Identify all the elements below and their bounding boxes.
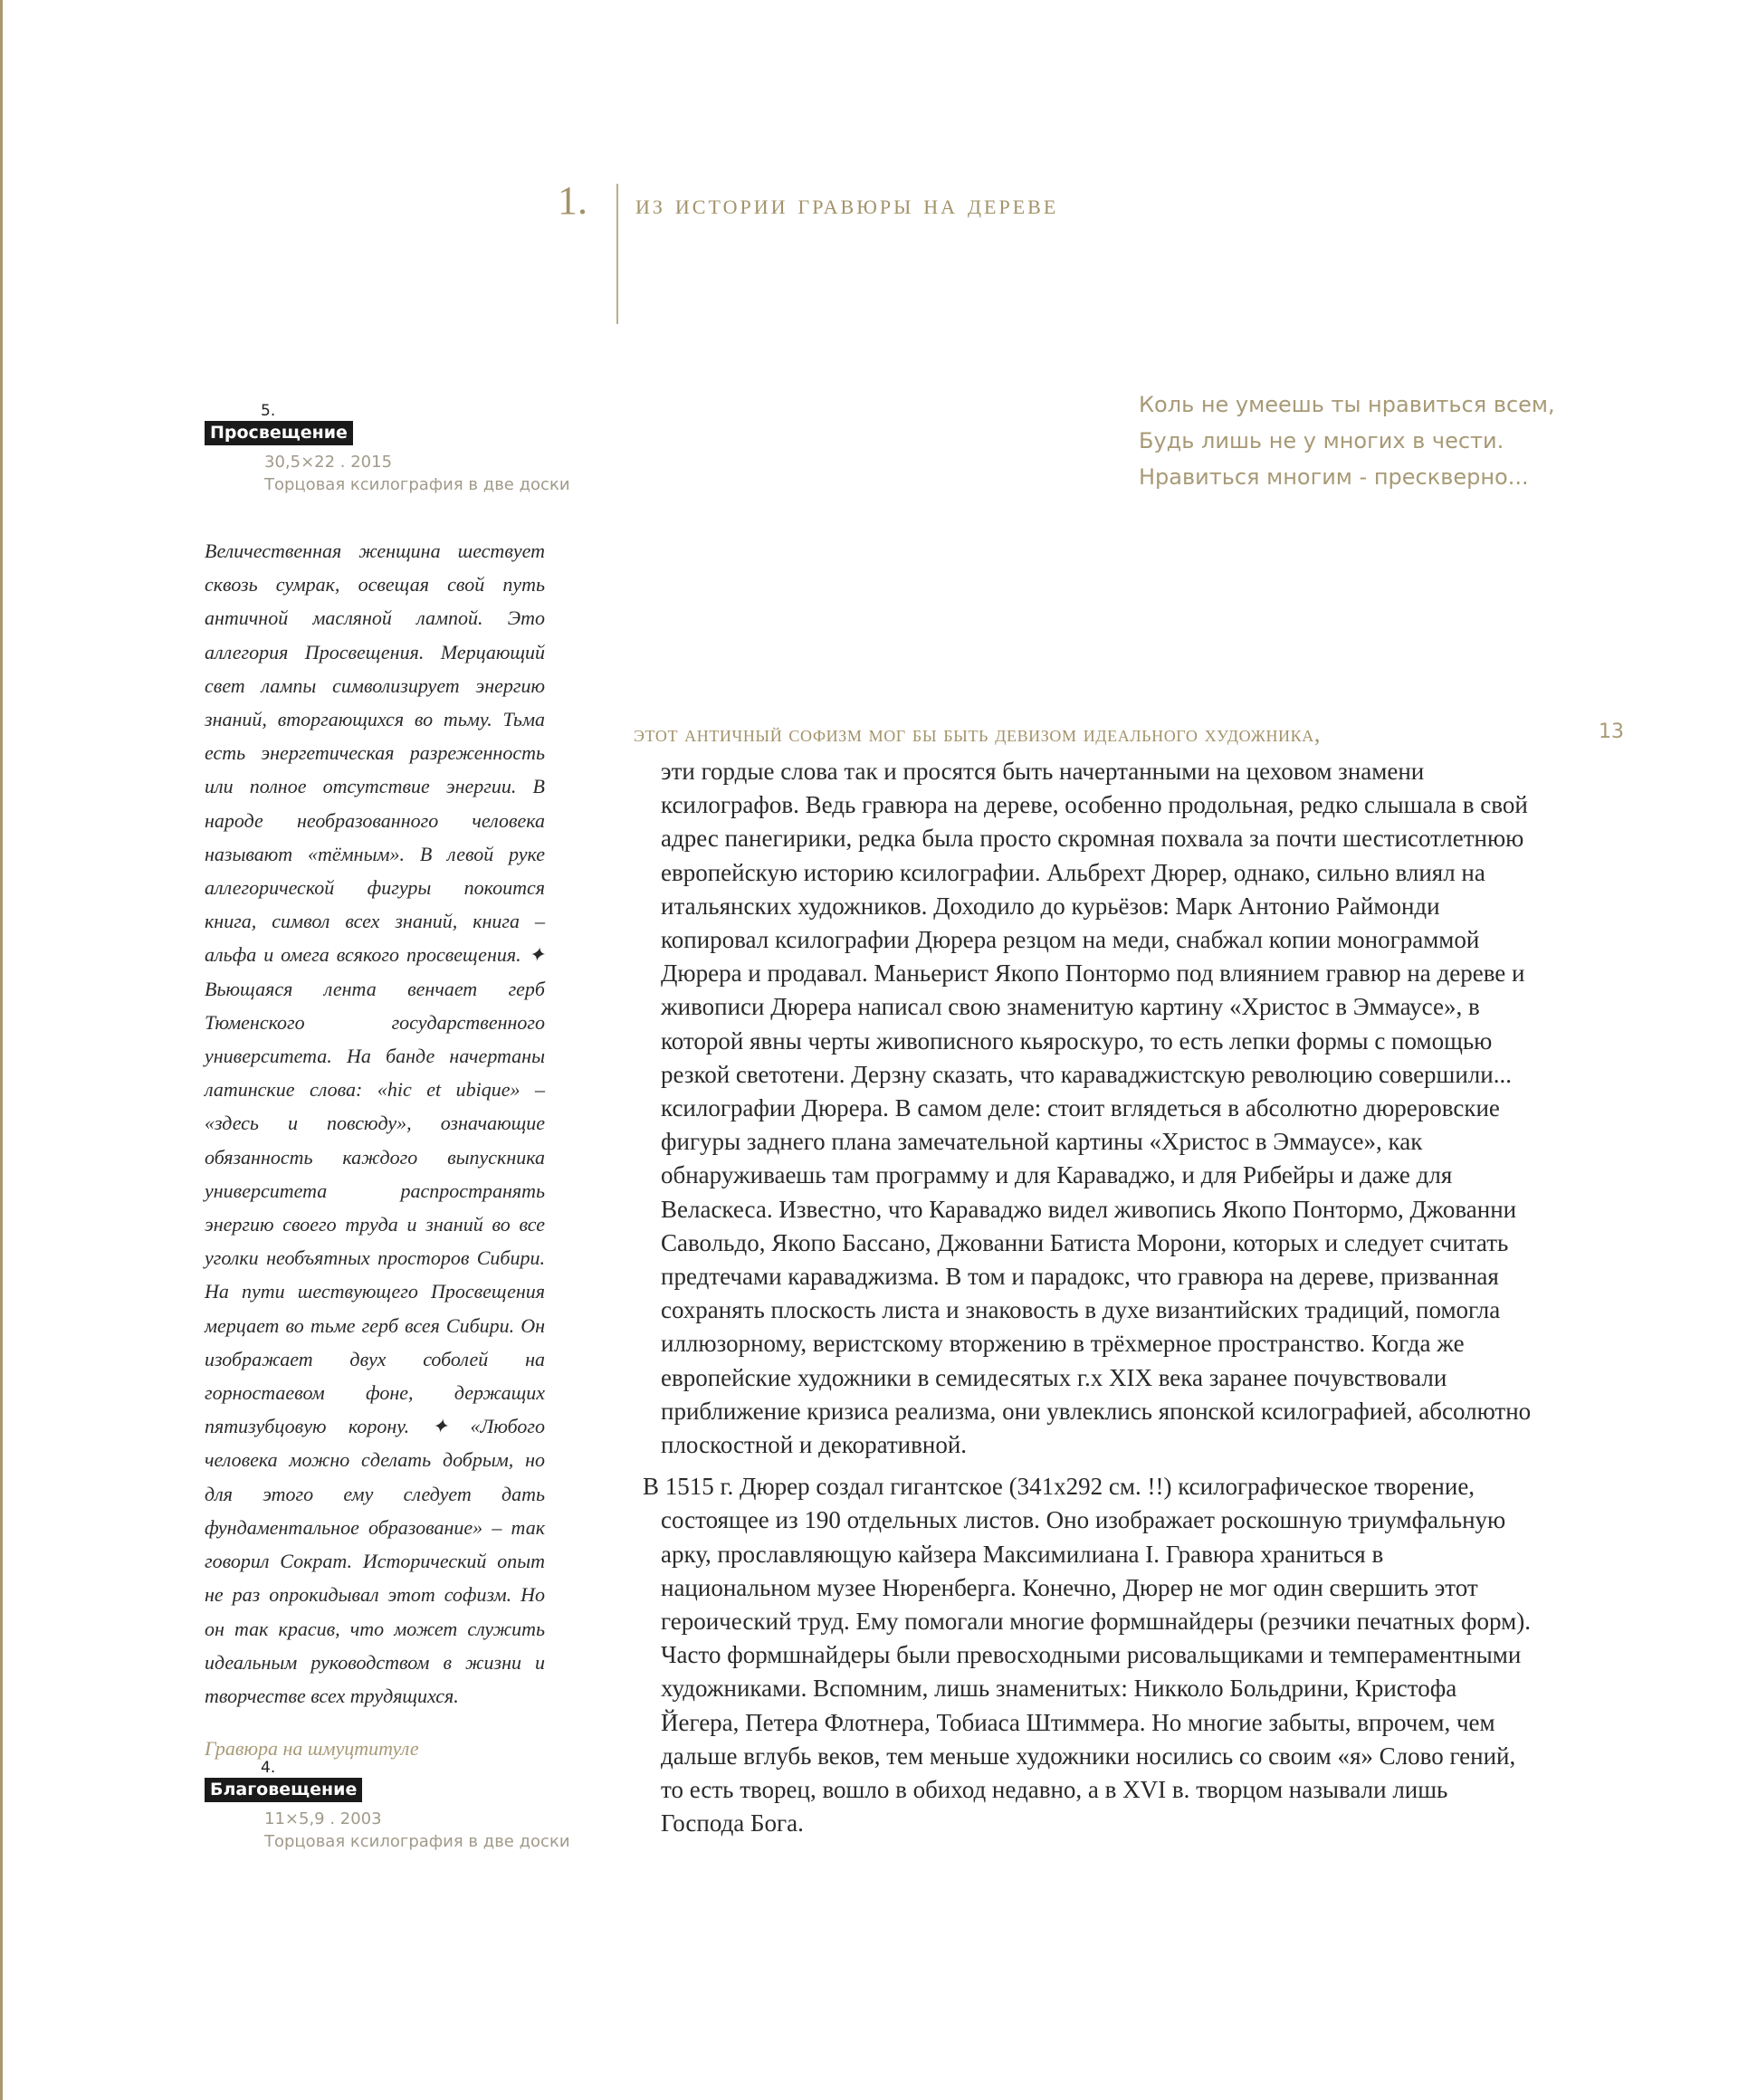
page-number: 13 <box>1599 721 1624 743</box>
caption-technique: Торцовая ксилография в две доски <box>264 1832 570 1851</box>
epigraph-line: Коль не умеешь ты нравиться всем, <box>1139 392 1555 417</box>
caption-title: Просвещение <box>205 421 353 445</box>
body-paragraph: эти гордые слова так и просятся быть начертанными на цеховом знамени ксилографов. Ведь гравюра на дереве, особенно продольная, редко слышала в свой адрес панегирики, редка была просто скромная похвала за почти шестисотлетнюю европейскую историю ксилографии. Альбрехт Дюрер, однако, сильно влиял на итальянских художников. Доходило до курьёзов: Марк Антонио Раймонди копировал ксилографии Дюрера резцом на меди, снабжал копии монограммой Дюрера и продавал. Маньерист Якопо Понтормо под влиянием гравюр на дереве и живописи Дюрера написал свою знаменитую картину «Христос в Эммаусе», в которой явны черты живописного кьяроскуро, то есть лепки формы с помощью резкой светотени. Дерзну сказать, что караваджистскую революцию совершили... ксилографии Дюрера. В самом деле: стоит вглядеться в абсолютно дюреровские фигуры заднего плана замечательной картины «Христос в Эммаусе», как обнаруживаешь там программу и для Караваджо, и для Рибейры и даже для Веласкеса. Известно, что Караваджо видел живопись Якопо Понтормо, Джованни Савольдо, Якопо Бассано, Джованни Батиста Морони, которых и следует считать предтечами караваджизма. В том и парадокс, что гравюра на дереве, призванная сохранять плоскость листа и знаковость в духе византийских традиций, помогла иллюзорному, веристскому вторжению в трёхмерное пространство. Когда же европейские художники в семидесятых г.х XIX века заранее почувствовали приближение кризиса реализма, они увлеклись японской ксилографией, абсолютно плоскостной и декоративной. <box>661 758 1532 1459</box>
body-paragraph: В 1515 г. Дюрер создал гигантское (341x292 см. !!) ксилографическое творение, состоящее из 190 отдельных листов. Оно изображает роскошную триумфальную арку, прославляющую кайзера Максимилиана I. Гравюра храниться в национальном музее Нюренберга. Конечно, Дюрер не мог один свершить этот героический труд. Ему помогали многие формшнайдеры (резчики печатных форм). Часто формшнайдеры были превосходными рисовальщиками и темпераментными художниками. Вспомним, лишь знаменитых: Никколо Больдрини, Кристофа Йегера, Петера Флотнера, Тобиаса Штиммера. Но многие забыты, впрочем, чем дальше вглубь веков, тем меньше художники носились со своим «я» Слово гений, то есть творец, вошло в обиход недавно, а в XVI в. творцом называли лишь Господа Бога. <box>643 1473 1531 1838</box>
chapter-divider <box>616 184 618 324</box>
chapter-title: из истории гравюры на дереве <box>635 187 1059 220</box>
caption-dimensions: 30,5×22 . 2015 <box>264 453 393 472</box>
artwork-caption-prosveshchenie <box>205 401 570 496</box>
caption-title: Благовещение <box>205 1778 362 1802</box>
main-body <box>643 755 1537 1841</box>
caption-dimensions: 11×5,9 . 2003 <box>264 1809 382 1828</box>
caption-number: 4. <box>261 1759 276 1777</box>
page-edge-rule <box>0 0 3 2100</box>
epigraph-line: Нравиться многим - прескверно... <box>1139 464 1529 490</box>
epigraph <box>1139 393 1682 501</box>
caption-number: 5. <box>261 402 276 420</box>
chapter-number: 1. <box>558 178 587 223</box>
sidebar-note: Гравюра на шмуцтитуле <box>205 1737 419 1760</box>
epigraph-line: Будь лишь не у многих в чести. <box>1139 428 1504 453</box>
caption-technique: Торцовая ксилография в две доски <box>264 475 570 494</box>
artwork-caption-blagoveshchenie <box>205 1758 570 1853</box>
main-lead-in: этот античный софизм мог бы быть девизом идеального художника, <box>634 721 1321 747</box>
sidebar-description: Величественная женщина шествует сквозь сумрак, освещая свой путь античной масляной лампой. Это аллегория Просвещения. Мерцающий свет лампы символизирует энергию знаний, вторгающихся во тьму. Тьма есть энергетическая разреженность или полное отсутствие энергии. В народе необразованного человека называют «тёмным». В левой руке аллегорической фигуры покоится книга, символ всех знаний, книга – альфа и омега всякого просвещения. ✦ Вьющаяся лента венчает герб Тюменского государственного университета. На банде начертаны латинские слова: «hic et ubique» – «здесь и повсюду», означающие обязанность каждого выпускника университета распространять энергию своего труда и знаний во все уголки необъятных просторов Сибири. На пути шествующего Просвещения мерцает во тьме герб всея Сибири. Он изображает двух соболей на горностаевом фоне, держащих пятизубцовую корону. ✦ «Любого человека можно сделать добрым, но для этого ему следует дать фундаментальное образование» – так говорил Сократ. Исторический опыт не раз опрокидывал этот софизм. Но он так красив, что может служить идеальным руководством в жизни и творчестве всех трудящихся. <box>205 539 545 1707</box>
